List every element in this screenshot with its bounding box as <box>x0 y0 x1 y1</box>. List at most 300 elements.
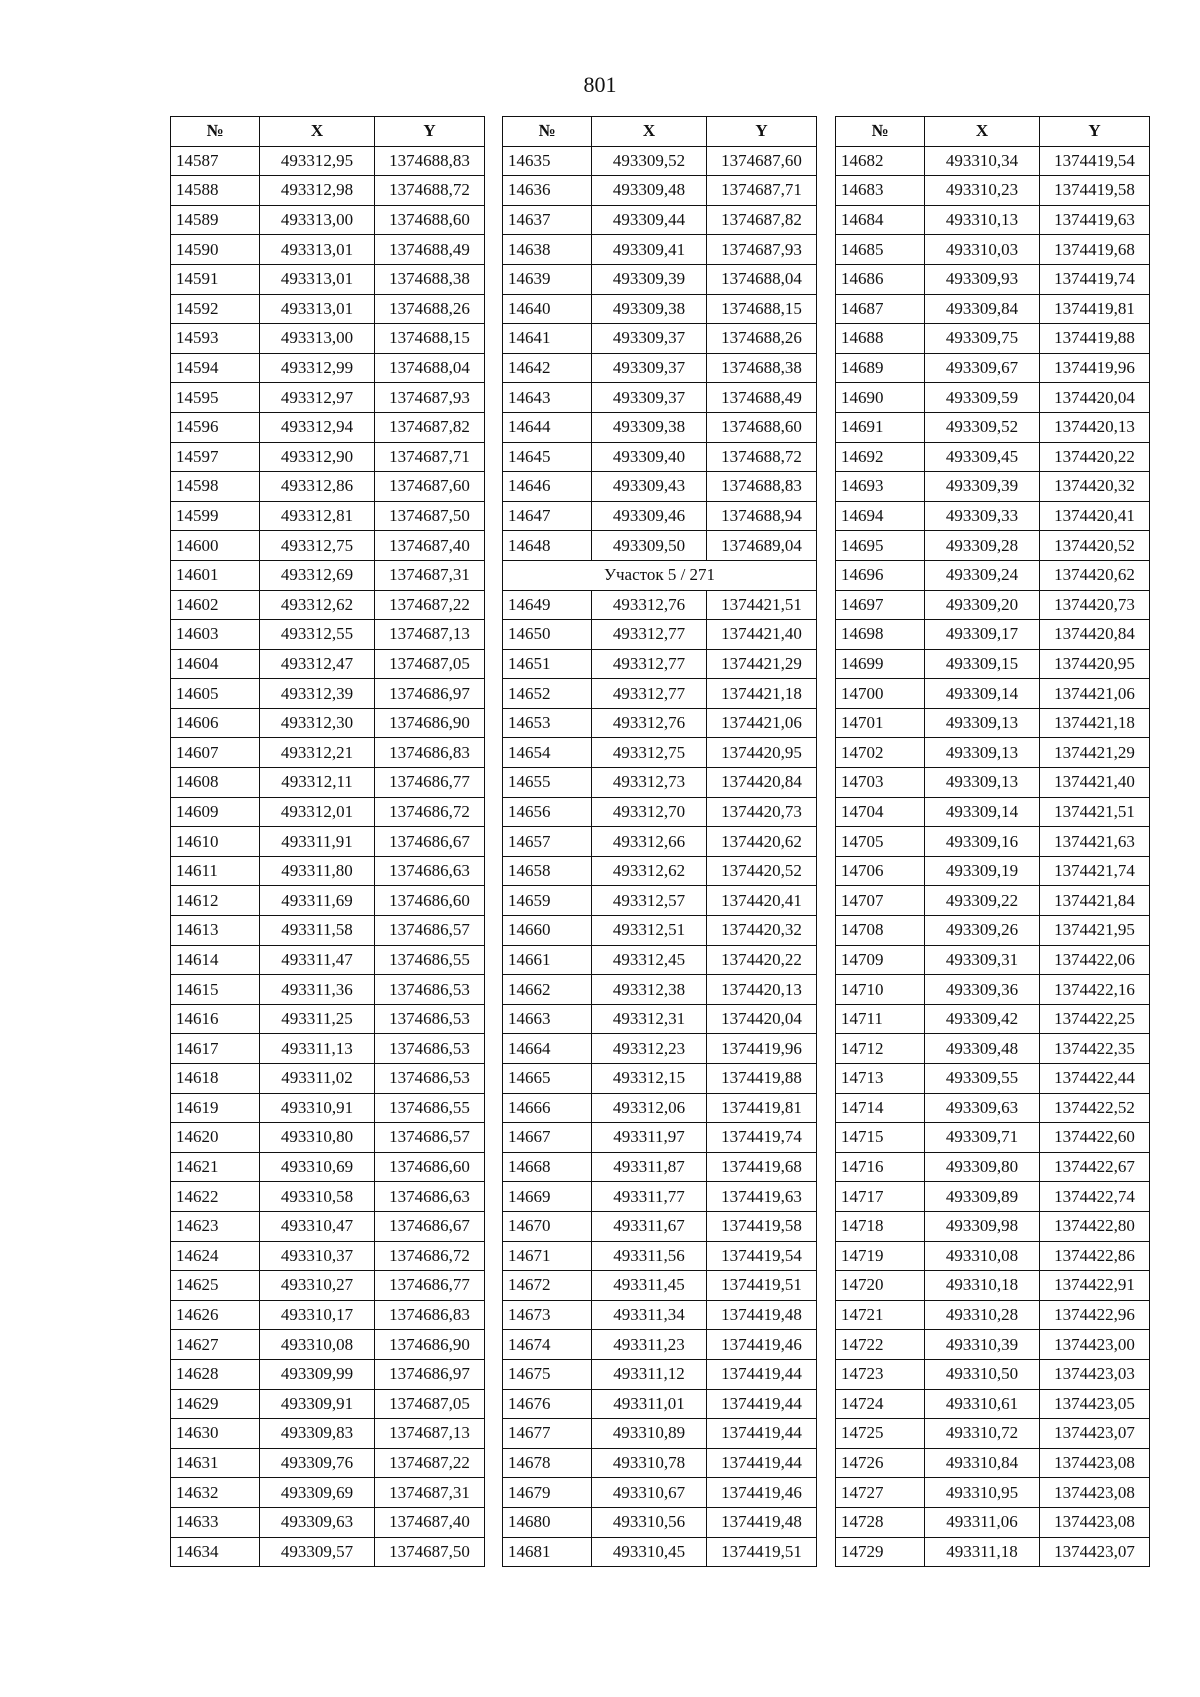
x-coordinate-cell: 493309,57 <box>260 1537 375 1567</box>
y-coordinate-cell: 1374419,96 <box>1040 353 1150 383</box>
table-row <box>836 1182 1150 1212</box>
x-coordinate-cell: 493313,01 <box>260 235 375 265</box>
x-coordinate-cell: 493309,19 <box>925 856 1040 886</box>
point-number-cell: 14624 <box>171 1241 260 1271</box>
table-row <box>836 412 1150 442</box>
x-coordinate-cell: 493312,55 <box>260 620 375 650</box>
y-coordinate-cell: 1374687,31 <box>375 560 485 590</box>
x-coordinate-cell: 493312,15 <box>592 1064 707 1094</box>
table-row <box>171 353 485 383</box>
y-coordinate-cell: 1374420,84 <box>707 768 817 798</box>
x-coordinate-cell: 493310,47 <box>260 1211 375 1241</box>
point-number-cell: 14614 <box>171 945 260 975</box>
table-row <box>171 975 485 1005</box>
y-coordinate-cell: 1374421,06 <box>707 708 817 738</box>
point-number-cell: 14659 <box>503 886 592 916</box>
table-row <box>503 205 817 235</box>
table-row <box>503 708 817 738</box>
y-coordinate-cell: 1374419,81 <box>707 1093 817 1123</box>
x-coordinate-cell: 493310,95 <box>925 1478 1040 1508</box>
header-y: Y <box>707 117 817 147</box>
point-number-cell: 14655 <box>503 768 592 798</box>
point-number-cell: 14705 <box>836 827 925 857</box>
table-row <box>503 1271 817 1301</box>
y-coordinate-cell: 1374422,25 <box>1040 1004 1150 1034</box>
y-coordinate-cell: 1374687,13 <box>375 1419 485 1449</box>
x-coordinate-cell: 493309,63 <box>925 1093 1040 1123</box>
point-number-cell: 14684 <box>836 205 925 235</box>
x-coordinate-cell: 493312,77 <box>592 679 707 709</box>
point-number-cell: 14672 <box>503 1271 592 1301</box>
y-coordinate-cell: 1374689,04 <box>707 531 817 561</box>
table-row <box>171 1478 485 1508</box>
x-coordinate-cell: 493309,13 <box>925 768 1040 798</box>
y-coordinate-cell: 1374423,08 <box>1040 1448 1150 1478</box>
y-coordinate-cell: 1374687,40 <box>375 531 485 561</box>
y-coordinate-cell: 1374688,26 <box>707 324 817 354</box>
y-coordinate-cell: 1374419,58 <box>707 1211 817 1241</box>
table-row <box>836 916 1150 946</box>
point-number-cell: 14704 <box>836 797 925 827</box>
x-coordinate-cell: 493312,90 <box>260 442 375 472</box>
y-coordinate-cell: 1374420,95 <box>1040 649 1150 679</box>
point-number-cell: 14608 <box>171 768 260 798</box>
y-coordinate-cell: 1374688,60 <box>707 412 817 442</box>
point-number-cell: 14595 <box>171 383 260 413</box>
point-number-cell: 14726 <box>836 1448 925 1478</box>
y-coordinate-cell: 1374422,35 <box>1040 1034 1150 1064</box>
x-coordinate-cell: 493312,75 <box>260 531 375 561</box>
x-coordinate-cell: 493309,14 <box>925 797 1040 827</box>
table-row <box>171 501 485 531</box>
point-number-cell: 14647 <box>503 501 592 531</box>
x-coordinate-cell: 493312,94 <box>260 412 375 442</box>
y-coordinate-cell: 1374421,29 <box>1040 738 1150 768</box>
point-number-cell: 14658 <box>503 856 592 886</box>
x-coordinate-cell: 493309,98 <box>925 1211 1040 1241</box>
y-coordinate-cell: 1374419,44 <box>707 1419 817 1449</box>
table-row <box>503 1448 817 1478</box>
point-number-cell: 14703 <box>836 768 925 798</box>
y-coordinate-cell: 1374688,38 <box>375 264 485 294</box>
y-coordinate-cell: 1374421,95 <box>1040 916 1150 946</box>
y-coordinate-cell: 1374688,72 <box>375 176 485 206</box>
y-coordinate-cell: 1374421,51 <box>707 590 817 620</box>
x-coordinate-cell: 493312,06 <box>592 1093 707 1123</box>
table-row <box>503 620 817 650</box>
point-number-cell: 14699 <box>836 649 925 679</box>
point-number-cell: 14648 <box>503 531 592 561</box>
table-row <box>836 768 1150 798</box>
point-number-cell: 14620 <box>171 1123 260 1153</box>
point-number-cell: 14642 <box>503 353 592 383</box>
table-row <box>171 768 485 798</box>
table-row <box>503 768 817 798</box>
y-coordinate-cell: 1374422,06 <box>1040 945 1150 975</box>
y-coordinate-cell: 1374421,18 <box>707 679 817 709</box>
page-number: 801 <box>583 72 617 97</box>
point-number-cell: 14675 <box>503 1359 592 1389</box>
y-coordinate-cell: 1374688,94 <box>707 501 817 531</box>
x-coordinate-cell: 493309,37 <box>592 324 707 354</box>
x-coordinate-cell: 493311,77 <box>592 1182 707 1212</box>
y-coordinate-cell: 1374687,82 <box>707 205 817 235</box>
table-row <box>836 1537 1150 1567</box>
y-coordinate-cell: 1374422,44 <box>1040 1064 1150 1094</box>
table-row <box>503 1211 817 1241</box>
x-coordinate-cell: 493309,71 <box>925 1123 1040 1153</box>
y-coordinate-cell: 1374686,67 <box>375 1211 485 1241</box>
table-row <box>171 294 485 324</box>
y-coordinate-cell: 1374688,60 <box>375 205 485 235</box>
x-coordinate-cell: 493309,55 <box>925 1064 1040 1094</box>
x-coordinate-cell: 493309,93 <box>925 264 1040 294</box>
y-coordinate-cell: 1374686,63 <box>375 856 485 886</box>
table-row <box>836 560 1150 590</box>
point-number-cell: 14679 <box>503 1478 592 1508</box>
y-coordinate-cell: 1374687,60 <box>375 472 485 502</box>
point-number-cell: 14588 <box>171 176 260 206</box>
point-number-cell: 14605 <box>171 679 260 709</box>
y-coordinate-cell: 1374420,73 <box>707 797 817 827</box>
x-coordinate-cell: 493309,20 <box>925 590 1040 620</box>
x-coordinate-cell: 493310,03 <box>925 235 1040 265</box>
x-coordinate-cell: 493309,46 <box>592 501 707 531</box>
y-coordinate-cell: 1374687,50 <box>375 1537 485 1567</box>
y-coordinate-cell: 1374423,03 <box>1040 1359 1150 1389</box>
y-coordinate-cell: 1374686,90 <box>375 708 485 738</box>
y-coordinate-cell: 1374420,52 <box>707 856 817 886</box>
table-row <box>503 442 817 472</box>
y-coordinate-cell: 1374419,74 <box>707 1123 817 1153</box>
table-row <box>503 886 817 916</box>
x-coordinate-cell: 493309,13 <box>925 708 1040 738</box>
table-row <box>836 472 1150 502</box>
point-number-cell: 14644 <box>503 412 592 442</box>
table-row <box>836 1271 1150 1301</box>
point-number-cell: 14727 <box>836 1478 925 1508</box>
x-coordinate-cell: 493312,81 <box>260 501 375 531</box>
y-coordinate-cell: 1374688,15 <box>707 294 817 324</box>
x-coordinate-cell: 493312,62 <box>260 590 375 620</box>
table-row <box>503 235 817 265</box>
y-coordinate-cell: 1374423,05 <box>1040 1389 1150 1419</box>
table-row <box>171 146 485 176</box>
x-coordinate-cell: 493312,30 <box>260 708 375 738</box>
table-row <box>836 383 1150 413</box>
header-row <box>836 117 1150 147</box>
point-number-cell: 14700 <box>836 679 925 709</box>
table-row <box>836 1330 1150 1360</box>
table-row <box>171 324 485 354</box>
y-coordinate-cell: 1374686,53 <box>375 1034 485 1064</box>
x-coordinate-cell: 493313,00 <box>260 324 375 354</box>
point-number-cell: 14645 <box>503 442 592 472</box>
point-number-cell: 14619 <box>171 1093 260 1123</box>
point-number-cell: 14606 <box>171 708 260 738</box>
y-coordinate-cell: 1374688,49 <box>375 235 485 265</box>
point-number-cell: 14641 <box>503 324 592 354</box>
table-row <box>836 886 1150 916</box>
table-row <box>503 916 817 946</box>
y-coordinate-cell: 1374421,18 <box>1040 708 1150 738</box>
point-number-cell: 14664 <box>503 1034 592 1064</box>
x-coordinate-cell: 493309,50 <box>592 531 707 561</box>
point-number-cell: 14690 <box>836 383 925 413</box>
table-row <box>836 1448 1150 1478</box>
y-coordinate-cell: 1374419,44 <box>707 1359 817 1389</box>
table-row <box>836 1359 1150 1389</box>
table-row <box>503 945 817 975</box>
table-row <box>836 1478 1150 1508</box>
point-number-cell: 14687 <box>836 294 925 324</box>
x-coordinate-cell: 493310,80 <box>260 1123 375 1153</box>
x-coordinate-cell: 493310,08 <box>925 1241 1040 1271</box>
x-coordinate-cell: 493309,33 <box>925 501 1040 531</box>
x-coordinate-cell: 493310,39 <box>925 1330 1040 1360</box>
y-coordinate-cell: 1374688,38 <box>707 353 817 383</box>
x-coordinate-cell: 493309,40 <box>592 442 707 472</box>
x-coordinate-cell: 493313,00 <box>260 205 375 235</box>
x-coordinate-cell: 493310,84 <box>925 1448 1040 1478</box>
y-coordinate-cell: 1374419,51 <box>707 1271 817 1301</box>
header-row <box>503 117 817 147</box>
point-number-cell: 14652 <box>503 679 592 709</box>
point-number-cell: 14712 <box>836 1034 925 1064</box>
x-coordinate-cell: 493310,34 <box>925 146 1040 176</box>
x-coordinate-cell: 493309,37 <box>592 353 707 383</box>
y-coordinate-cell: 1374686,55 <box>375 945 485 975</box>
x-coordinate-cell: 493309,38 <box>592 412 707 442</box>
table-row <box>836 501 1150 531</box>
x-coordinate-cell: 493309,13 <box>925 738 1040 768</box>
y-coordinate-cell: 1374419,44 <box>707 1389 817 1419</box>
table-row <box>836 738 1150 768</box>
section-title: Участок 5 / 271 <box>503 560 817 590</box>
table-row <box>171 916 485 946</box>
y-coordinate-cell: 1374420,95 <box>707 738 817 768</box>
y-coordinate-cell: 1374687,05 <box>375 1389 485 1419</box>
point-number-cell: 14618 <box>171 1064 260 1094</box>
y-coordinate-cell: 1374686,77 <box>375 1271 485 1301</box>
y-coordinate-cell: 1374420,22 <box>1040 442 1150 472</box>
point-number-cell: 14607 <box>171 738 260 768</box>
table-row <box>836 264 1150 294</box>
table-row <box>836 1152 1150 1182</box>
x-coordinate-cell: 493312,51 <box>592 916 707 946</box>
y-coordinate-cell: 1374423,07 <box>1040 1537 1150 1567</box>
table-row <box>836 1211 1150 1241</box>
table-row <box>836 324 1150 354</box>
point-number-cell: 14623 <box>171 1211 260 1241</box>
x-coordinate-cell: 493312,57 <box>592 886 707 916</box>
point-number-cell: 14721 <box>836 1300 925 1330</box>
point-number-cell: 14613 <box>171 916 260 946</box>
y-coordinate-cell: 1374419,46 <box>707 1478 817 1508</box>
table-row <box>171 1389 485 1419</box>
x-coordinate-cell: 493309,42 <box>925 1004 1040 1034</box>
table-row <box>503 590 817 620</box>
x-coordinate-cell: 493311,12 <box>592 1359 707 1389</box>
x-coordinate-cell: 493312,11 <box>260 768 375 798</box>
table-row <box>503 1478 817 1508</box>
point-number-cell: 14656 <box>503 797 592 827</box>
table-row <box>171 620 485 650</box>
point-number-cell: 14697 <box>836 590 925 620</box>
point-number-cell: 14596 <box>171 412 260 442</box>
point-number-cell: 14660 <box>503 916 592 946</box>
table-row <box>503 1507 817 1537</box>
point-number-cell: 14654 <box>503 738 592 768</box>
point-number-cell: 14657 <box>503 827 592 857</box>
x-coordinate-cell: 493310,28 <box>925 1300 1040 1330</box>
table-row <box>171 649 485 679</box>
x-coordinate-cell: 493312,62 <box>592 856 707 886</box>
y-coordinate-cell: 1374423,08 <box>1040 1507 1150 1537</box>
point-number-cell: 14693 <box>836 472 925 502</box>
table-row <box>503 176 817 206</box>
point-number-cell: 14653 <box>503 708 592 738</box>
coordinates-table-1 <box>170 116 485 1567</box>
point-number-cell: 14695 <box>836 531 925 561</box>
point-number-cell: 14689 <box>836 353 925 383</box>
y-coordinate-cell: 1374422,91 <box>1040 1271 1150 1301</box>
x-coordinate-cell: 493310,13 <box>925 205 1040 235</box>
table-row <box>171 1093 485 1123</box>
table-row <box>503 383 817 413</box>
y-coordinate-cell: 1374421,40 <box>1040 768 1150 798</box>
y-coordinate-cell: 1374688,72 <box>707 442 817 472</box>
table-row <box>836 1123 1150 1153</box>
table-row <box>503 264 817 294</box>
y-coordinate-cell: 1374422,86 <box>1040 1241 1150 1271</box>
header-y: Y <box>375 117 485 147</box>
y-coordinate-cell: 1374686,97 <box>375 1359 485 1389</box>
y-coordinate-cell: 1374687,50 <box>375 501 485 531</box>
y-coordinate-cell: 1374687,31 <box>375 1478 485 1508</box>
x-coordinate-cell: 493312,73 <box>592 768 707 798</box>
point-number-cell: 14602 <box>171 590 260 620</box>
x-coordinate-cell: 493309,22 <box>925 886 1040 916</box>
y-coordinate-cell: 1374687,22 <box>375 590 485 620</box>
x-coordinate-cell: 493309,91 <box>260 1389 375 1419</box>
y-coordinate-cell: 1374422,80 <box>1040 1211 1150 1241</box>
table-row <box>503 531 817 561</box>
y-coordinate-cell: 1374421,06 <box>1040 679 1150 709</box>
table-row <box>836 1241 1150 1271</box>
point-number-cell: 14677 <box>503 1419 592 1449</box>
x-coordinate-cell: 493311,01 <box>592 1389 707 1419</box>
point-number-cell: 14723 <box>836 1359 925 1389</box>
y-coordinate-cell: 1374420,41 <box>707 886 817 916</box>
point-number-cell: 14611 <box>171 856 260 886</box>
table-row <box>503 1419 817 1449</box>
y-coordinate-cell: 1374687,93 <box>375 383 485 413</box>
x-coordinate-cell: 493309,43 <box>592 472 707 502</box>
point-number-cell: 14638 <box>503 235 592 265</box>
y-coordinate-cell: 1374420,13 <box>707 975 817 1005</box>
y-coordinate-cell: 1374422,60 <box>1040 1123 1150 1153</box>
table-row <box>836 620 1150 650</box>
coordinates-table-2 <box>502 116 817 1567</box>
point-number-cell: 14589 <box>171 205 260 235</box>
table-row <box>836 353 1150 383</box>
point-number-cell: 14698 <box>836 620 925 650</box>
table-row <box>836 708 1150 738</box>
table-row <box>503 797 817 827</box>
point-number-cell: 14686 <box>836 264 925 294</box>
y-coordinate-cell: 1374688,83 <box>707 472 817 502</box>
point-number-cell: 14633 <box>171 1507 260 1537</box>
y-coordinate-cell: 1374421,51 <box>1040 797 1150 827</box>
table-row <box>503 1093 817 1123</box>
point-number-cell: 14587 <box>171 146 260 176</box>
table-row <box>836 1300 1150 1330</box>
y-coordinate-cell: 1374686,72 <box>375 797 485 827</box>
table-row <box>171 1152 485 1182</box>
point-number-cell: 14713 <box>836 1064 925 1094</box>
x-coordinate-cell: 493309,41 <box>592 235 707 265</box>
point-number-cell: 14671 <box>503 1241 592 1271</box>
table-row <box>171 1211 485 1241</box>
y-coordinate-cell: 1374687,71 <box>707 176 817 206</box>
point-number-cell: 14643 <box>503 383 592 413</box>
point-number-cell: 14692 <box>836 442 925 472</box>
point-number-cell: 14662 <box>503 975 592 1005</box>
y-coordinate-cell: 1374421,84 <box>1040 886 1150 916</box>
point-number-cell: 14601 <box>171 560 260 590</box>
point-number-cell: 14673 <box>503 1300 592 1330</box>
point-number-cell: 14668 <box>503 1152 592 1182</box>
x-coordinate-cell: 493310,18 <box>925 1271 1040 1301</box>
point-number-cell: 14674 <box>503 1330 592 1360</box>
table-row <box>171 1330 485 1360</box>
point-number-cell: 14676 <box>503 1389 592 1419</box>
x-coordinate-cell: 493311,06 <box>925 1507 1040 1537</box>
point-number-cell: 14617 <box>171 1034 260 1064</box>
table-row <box>503 1241 817 1271</box>
x-coordinate-cell: 493312,38 <box>592 975 707 1005</box>
table-row <box>836 945 1150 975</box>
y-coordinate-cell: 1374420,13 <box>1040 412 1150 442</box>
point-number-cell: 14667 <box>503 1123 592 1153</box>
point-number-cell: 14616 <box>171 1004 260 1034</box>
y-coordinate-cell: 1374687,93 <box>707 235 817 265</box>
table-row <box>836 975 1150 1005</box>
table-row <box>503 1004 817 1034</box>
table-row <box>171 679 485 709</box>
table-row <box>836 176 1150 206</box>
table-row <box>171 856 485 886</box>
table-row <box>171 560 485 590</box>
point-number-cell: 14665 <box>503 1064 592 1094</box>
point-number-cell: 14639 <box>503 264 592 294</box>
point-number-cell: 14593 <box>171 324 260 354</box>
table-row <box>171 827 485 857</box>
table-row <box>503 472 817 502</box>
y-coordinate-cell: 1374686,83 <box>375 738 485 768</box>
point-number-cell: 14701 <box>836 708 925 738</box>
point-number-cell: 14718 <box>836 1211 925 1241</box>
x-coordinate-cell: 493313,01 <box>260 264 375 294</box>
table-row <box>503 1123 817 1153</box>
y-coordinate-cell: 1374686,63 <box>375 1182 485 1212</box>
table-row <box>171 1359 485 1389</box>
x-coordinate-cell: 493309,28 <box>925 531 1040 561</box>
point-number-cell: 14634 <box>171 1537 260 1567</box>
table-row <box>171 412 485 442</box>
point-number-cell: 14707 <box>836 886 925 916</box>
